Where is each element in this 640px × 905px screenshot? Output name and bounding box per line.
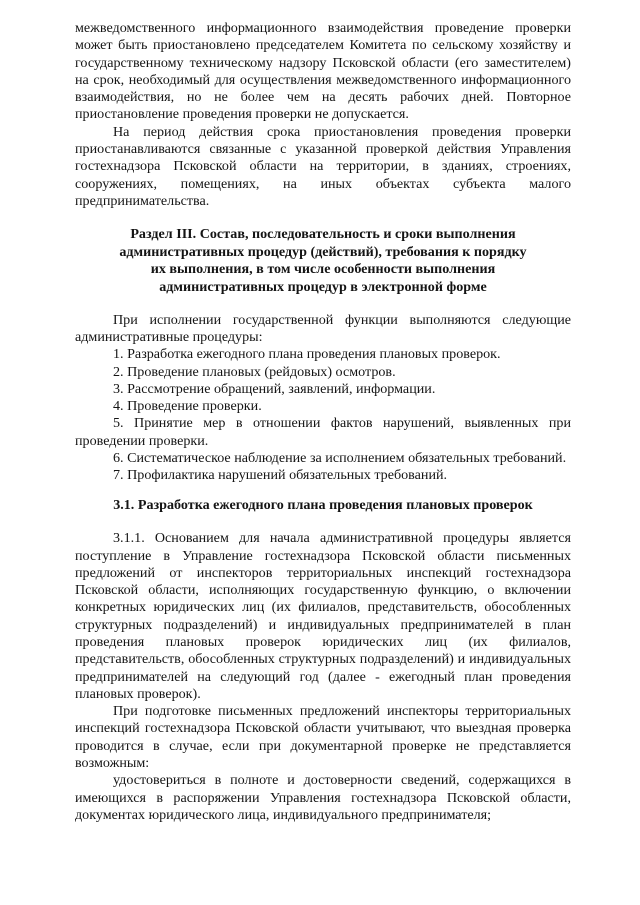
paragraph-preparation: При подготовке письменных предложений инспекторы территориальных инспекций гостехнадзора Псковской области учитывают, что выездная проверка проводится в случае, если при документарной проверке не представляется возможным: bbox=[75, 703, 571, 772]
paragraph-suspension-period: На период действия срока приостановления проведения проверки приостанавливаются связанные с указанной проверкой действия Управления гостехнадзора Псковской области на территории, в зданиях, строениях, сооружениях, помещениях, на иных объектах субъекта малого предпринимательства. bbox=[75, 123, 571, 209]
list-item: 1. Разработка ежегодного плана проведения плановых проверок. bbox=[113, 346, 501, 363]
subsection-heading: 3.1. Разработка ежегодного плана проведения плановых проверок bbox=[113, 496, 533, 513]
list-item: 4. Проведение проверки. bbox=[113, 398, 262, 415]
section-heading-line: их выполнения, в том числе особенности выполнения bbox=[150, 261, 496, 278]
paragraph-basis: 3.1.1. Основанием для начала административной процедуры является поступление в Управление гостехнадзора Псковской области письменных предложений от инспекторов территориальных инспекций гостехнадзора Псковской области, исполняющих государственную функцию, о включении конкретных юридических лиц (их филиалов, представительств, обособленных структурных подразделений) и индивидуальных предпринимателей в план проведения плановых проверок юридических лиц (их филиалов, представительств, обособленных структурных подразделений) и индивидуальных предпринимателей на следующий год (далее - ежегодный план проведения плановых проверок). bbox=[75, 530, 571, 702]
section-heading-line: административных процедур в электронной форме bbox=[159, 279, 487, 296]
section-heading-line: Раздел III. Состав, последовательность и сроки выполнения bbox=[130, 226, 516, 243]
procedures-list bbox=[75, 346, 571, 484]
paragraph-procedures-intro: При исполнении государственной функции выполняются следующие административные процедуры: bbox=[75, 311, 571, 345]
list-item: 2. Проведение плановых (рейдовых) осмотров. bbox=[113, 363, 396, 380]
section-heading-line: административных процедур (действий), требования к порядку bbox=[119, 243, 527, 260]
section-heading bbox=[75, 226, 571, 296]
list-item: 5. Принятие мер в отношении фактов нарушений, выявленных при проведении проверки. bbox=[75, 415, 571, 449]
document-page bbox=[75, 20, 571, 824]
paragraph-verification: удостовериться в полноте и достоверности сведений, содержащихся в имеющихся в распоряжении Управления гостехнадзора Псковской области, документах юридического лица, индивидуального предпринимателя; bbox=[75, 772, 571, 823]
list-item: 7. Профилактика нарушений обязательных требований. bbox=[113, 467, 448, 484]
list-item: 6. Систематическое наблюдение за исполнением обязательных требований. bbox=[113, 450, 567, 467]
list-item: 3. Рассмотрение обращений, заявлений, информации. bbox=[113, 380, 436, 397]
paragraph-suspension-continued: межведомственного информационного взаимодействия проведение проверки может быть приостановлено председателем Комитета по сельскому хозяйству и государственному техническому надзору Псковской области (его заместителем) на срок, необходимый для осуществления межведомственного информационного взаимодействия, но не более чем на десять рабочих дней. Повторное приостановление проведения проверки не допускается. bbox=[75, 20, 571, 123]
